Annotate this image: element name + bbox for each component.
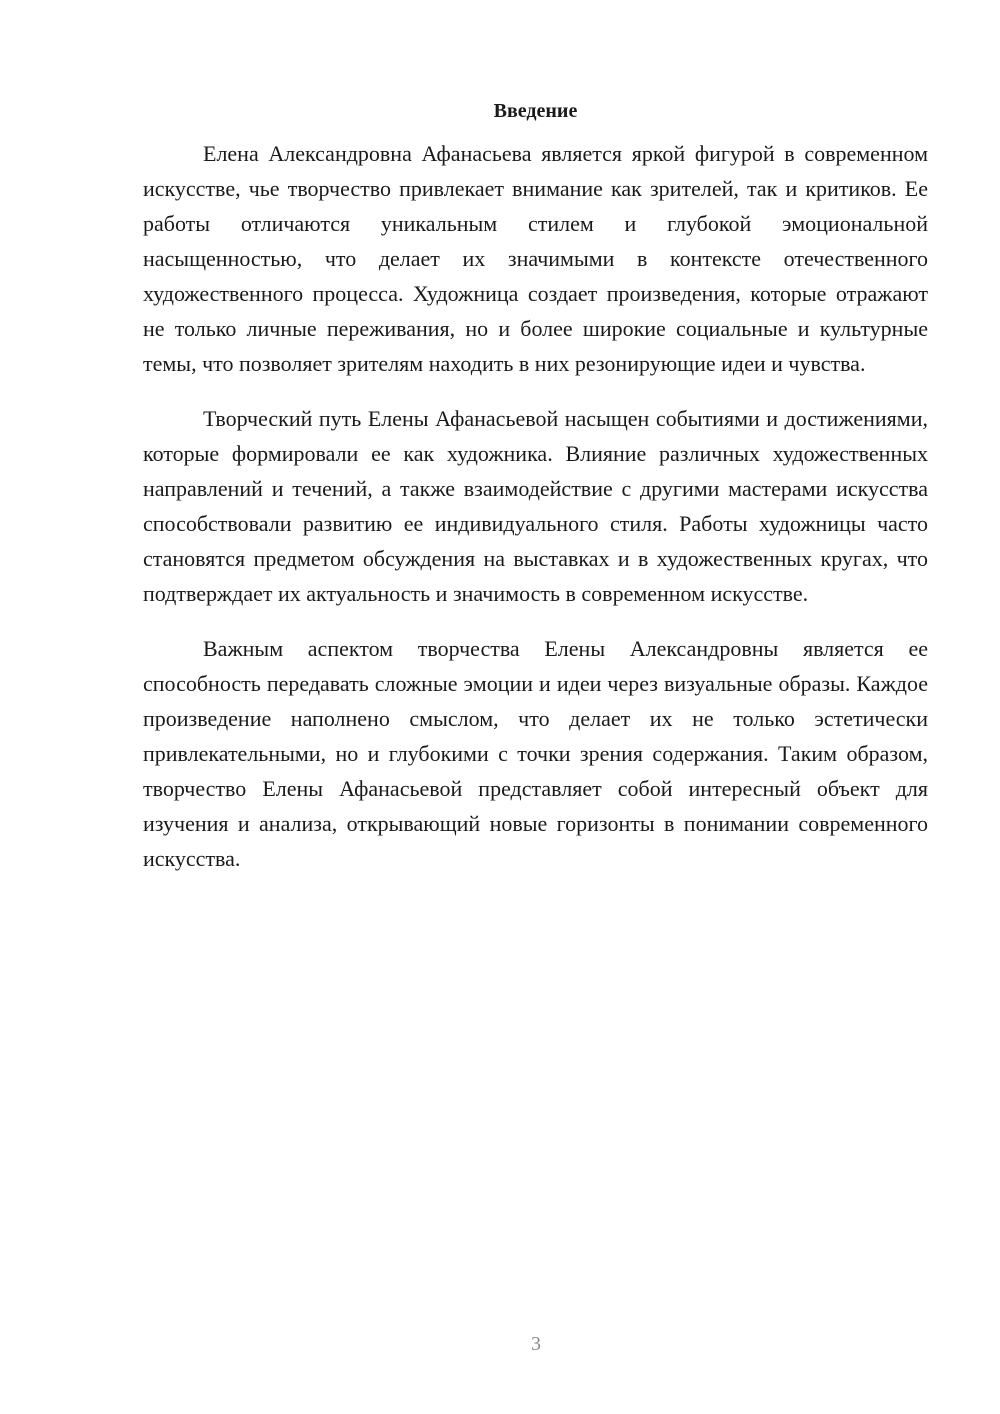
paragraph-2: Творческий путь Елены Афанасьевой насыщен событиями и достижениями, которые формировали ее как художника. Влияние различных художественных направлений и течений, а также взаимодействие с другими мастерами искусства способствовали развитию ее индивидуального стиля. Работы художницы часто становятся предметом обсуждения на выставках и в художественных кругах, что подтверждает их актуальность и значимость в современном искусстве. [143, 406, 928, 606]
section-heading: Введение [493, 100, 578, 122]
paragraph-1: Елена Александровна Афанасьева является яркой фигурой в современном искусстве, чье творчество привлекает внимание как зрителей, так и критиков. Ее работы отличаются уникальным стилем и глубокой эмоциональной насыщенностью, что делает их значимыми в контексте отечественного художественного процесса. Художница создает произведения, которые отражают не только личные переживания, но и более широкие социальные и культурные темы, что позволяет зрителям находить в них резонирующие идеи и чувства. [143, 141, 928, 376]
page-number: 3 [531, 1333, 541, 1355]
page-content [143, 96, 928, 896]
paragraph-3: Важным аспектом творчества Елены Александровны является ее способность передавать сложные эмоции и идеи через визуальные образы. Каждое произведение наполнено смыслом, что делает их не только эстетически привлекательными, но и глубокими с точки зрения содержания. Таким образом, творчество Елены Афанасьевой представляет собой интересный объект для изучения и анализа, открывающий новые горизонты в понимании современного искусства. [143, 636, 928, 871]
